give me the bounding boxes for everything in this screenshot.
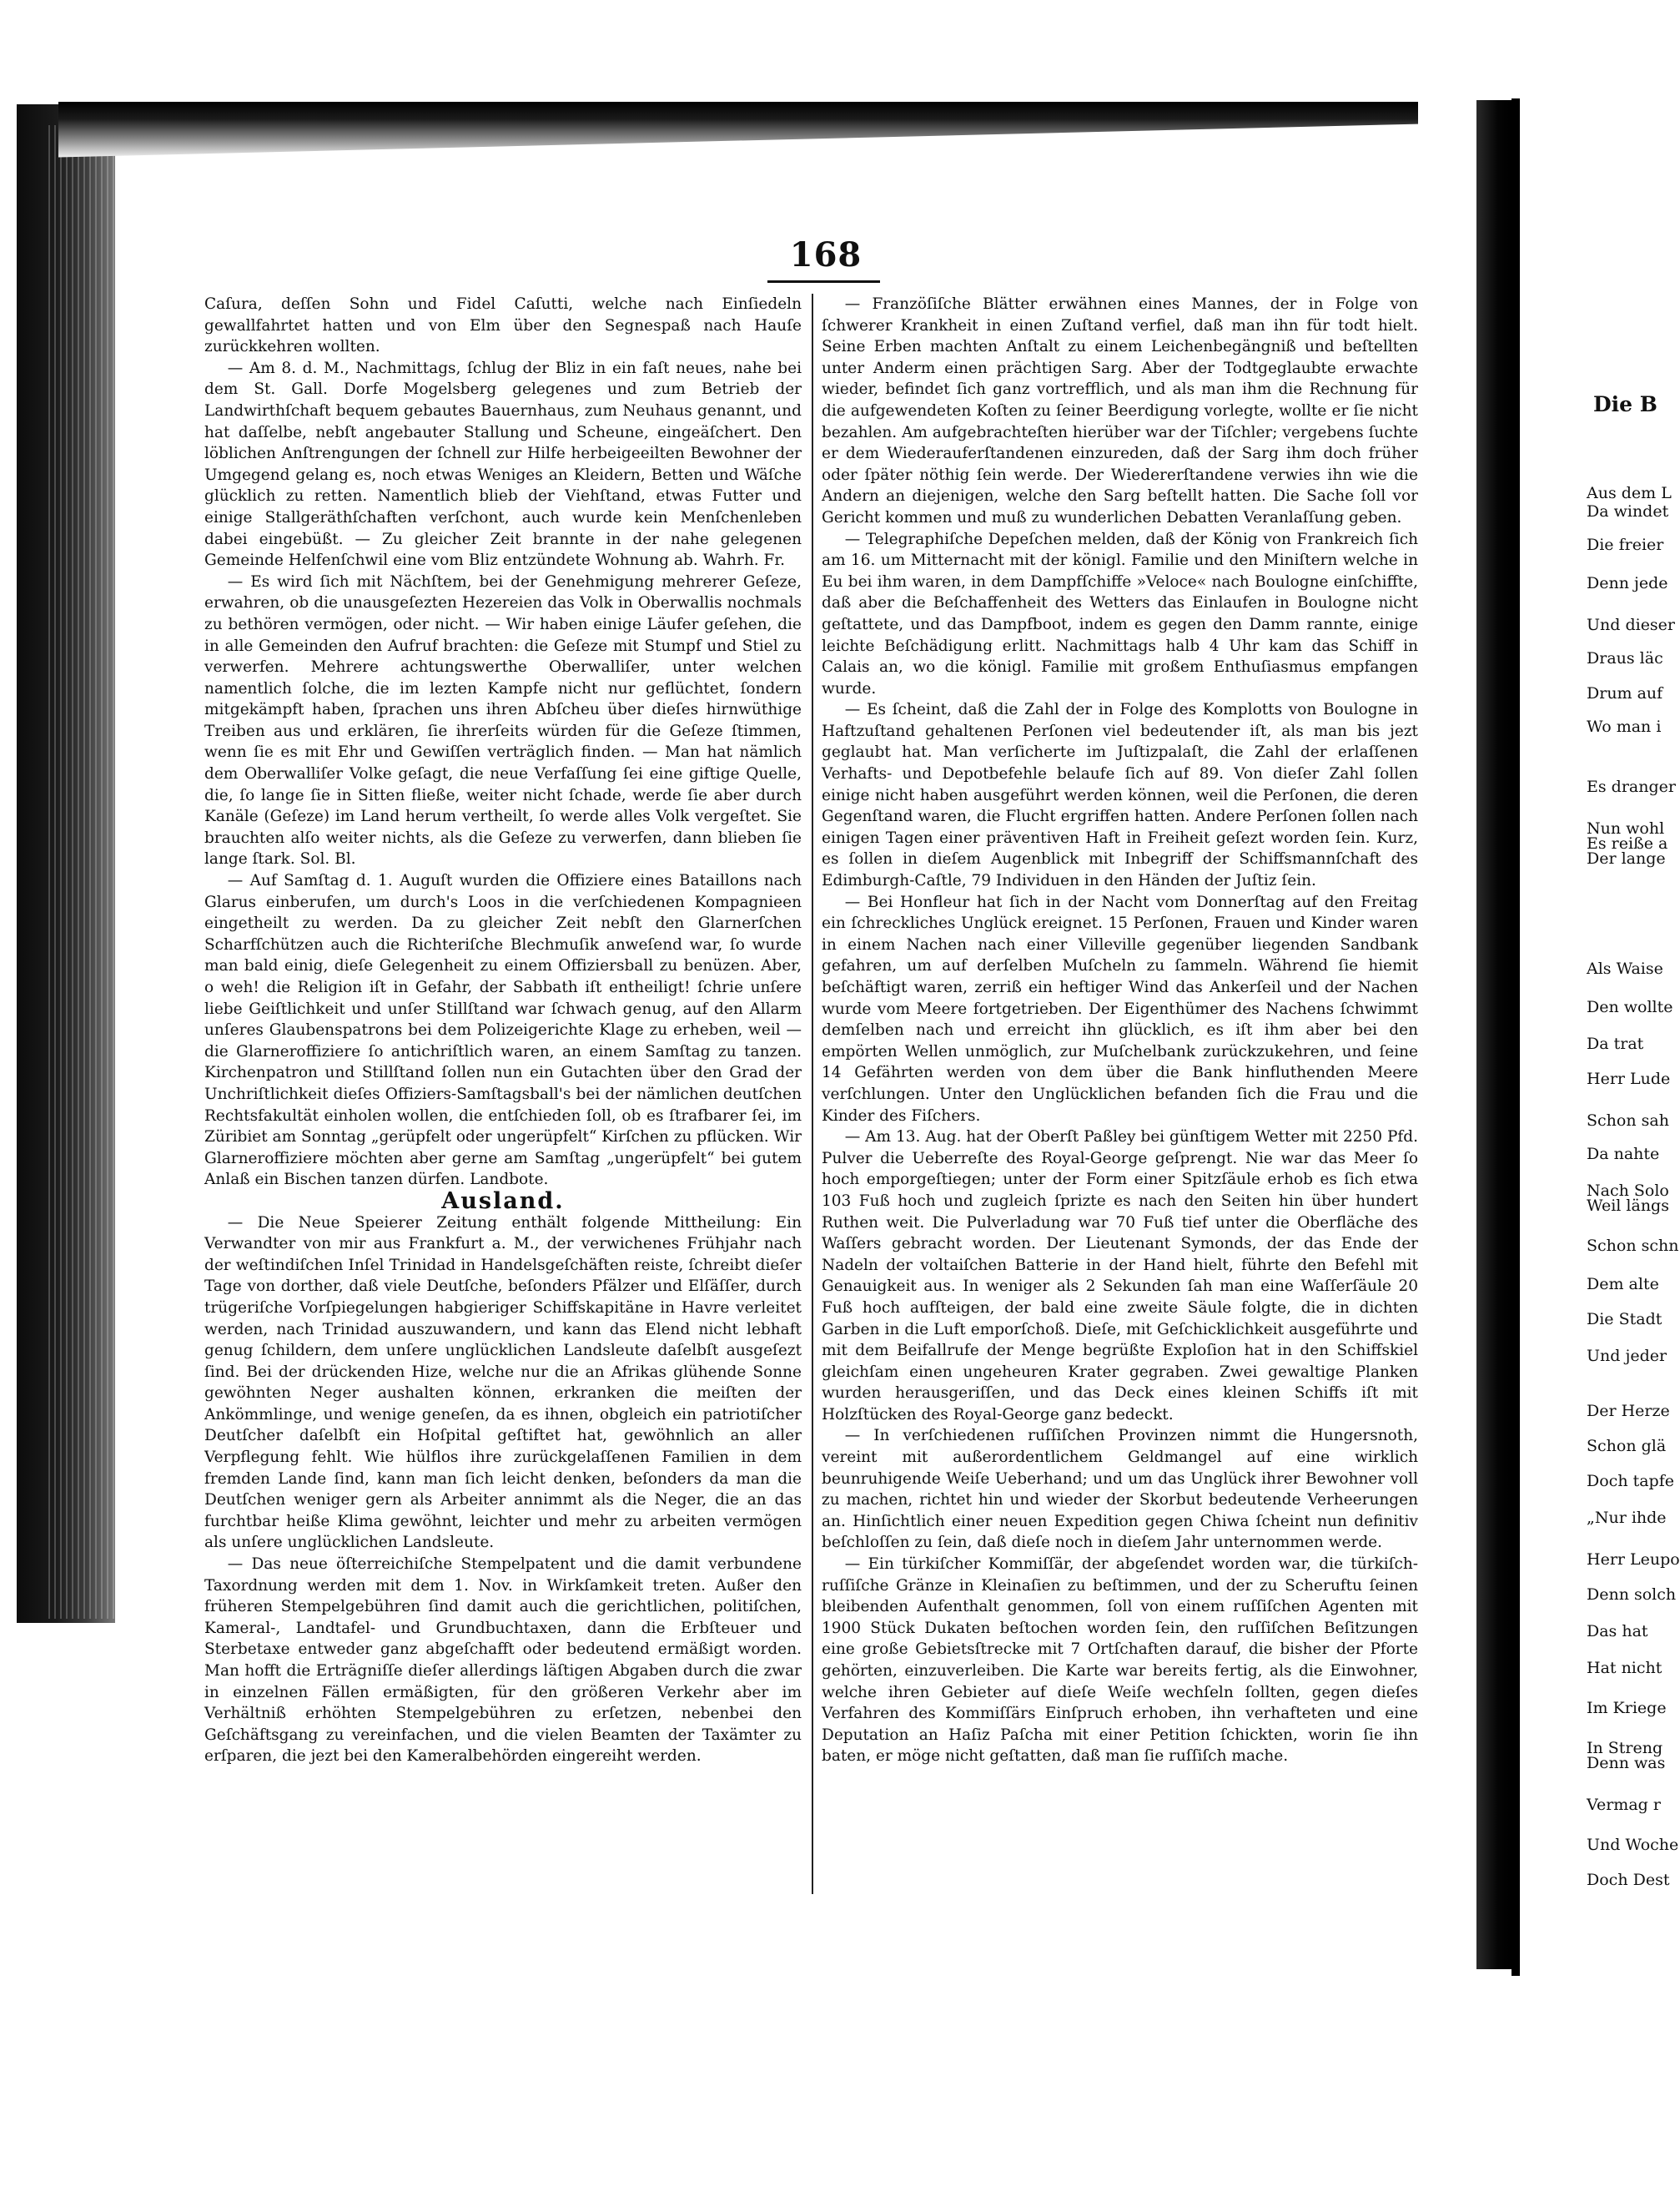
facing-page-line: Den wollte bbox=[1587, 998, 1673, 1016]
facing-page-line: Der Herze bbox=[1587, 1402, 1670, 1420]
facing-page-line: Und Woche bbox=[1587, 1836, 1679, 1854]
facing-page-line: Es dranger bbox=[1587, 778, 1676, 796]
facing-page-line: Da nahte bbox=[1587, 1145, 1660, 1163]
facing-page-line: Nach Solo bbox=[1587, 1182, 1669, 1200]
facing-page-line: Nun wohl bbox=[1587, 819, 1665, 838]
article-paragraph: — Die Neue Speierer Zeitung enthält folgende Mittheilung: Ein Verwandter von mir aus Frankfurt a. M., der verwichenes Frühjahr nach der weſtindiſchen Inſel Trinidad in Handelsgeſchäften reiste, ſchreibt dieſer Tage von dorther, daß viele Deutſche, beſonders Pfälzer und Elſäſſer, durch trügeriſche Vorſpiegelungen habgieriger Schiffskapitäne in Havre verleitet werden, nach Trinidad auszuwandern, und kann das Elend nicht lebhaft genug ſchildern, dem unſere unglücklichen Landsleute daſelbſt ausgeſezt ſind. Bei der drückenden Hize, welche nur die an Afrikas glühende Sonne gewöhnten Neger aushalten können, erkranken die meiſten der Ankömmlinge, und wenige geneſen, da es ihnen, obgleich ein patriotiſcher Deutſcher daſelbſt ein Hoſpital geſtiftet hat, gewöhnlich an aller Verpflegung fehlt. Wie hülflos ihre zurückgelaſſenen Familien in dem fremden Lande ſind, kann man ſich leicht denken, beſonders da man die Deutſchen weniger gern als Arbeiter annimmt als die Neger, die an das furchtbar heiße Klima gewöhnt, leichter und mehr zu arbeiten vermögen als unſere unglücklichen Landsleute. bbox=[204, 1213, 802, 1552]
facing-page-line: Da windet bbox=[1587, 502, 1669, 521]
facing-page-line: Wo man i bbox=[1587, 718, 1662, 736]
article-paragraph: — Auf Samſtag d. 1. Auguſt wurden die Offiziere eines Bataillons nach Glarus einberufen, um durch's Loos in die verſchiedenen Kompagnieen eingetheilt zu werden. Da zu gleicher Zeit nebſt den Glarnerſchen Scharfſchützen auch die Richteriſche Blechmuſik anweſend war, ſo wurde man bald einig, dieſe Gelegenheit zu einem Offiziersball zu benüzen. Aber, o weh! die Religion iſt in Gefahr, der Sabbath iſt entheiligt! ſchrie unſere liebe Geiſtlichkeit und unſer Stillſtand war ſchwach genug, auf den Allarm unſeres Glaubenspatrons bei dem Polizeigerichte Klage zu erheben, weil — die Glarneroffiziere ſo antichriſtlich waren, an einem Samſtag zu tanzen. Kirchenpatron und Stillſtand ſollen nun ein Gutachten über den Grad der Unchriſtlichkeit dieſes Offiziers-Samſtagsball's bei der nämlichen deutſchen Rechtsfakultät einholen wollen, die entſchieden ſoll, ob es ſtrafbarer ſei, im Züribiet am Sonntag „gerüpfelt oder ungerüpfelt“ Kirſchen zu pflücken. Wir Glarneroffiziere möchten aber gerne am Samſtag „ungerüpfelt“ bei gutem Anlaß ein Bischen tanzen dürfen. Landbote. bbox=[204, 872, 802, 1189]
facing-page-title: Die B bbox=[1593, 392, 1657, 416]
right-column bbox=[822, 294, 1418, 1767]
facing-page-line: Denn jede bbox=[1587, 574, 1668, 592]
facing-page-line: Denn was bbox=[1587, 1754, 1666, 1772]
facing-page-line: Und dieser bbox=[1587, 616, 1676, 634]
facing-page-line: Denn solch bbox=[1587, 1585, 1677, 1604]
top-scan-shadow bbox=[58, 102, 1418, 160]
section-heading: Ausland. bbox=[441, 1187, 565, 1214]
facing-page-line: Dem alte bbox=[1587, 1275, 1659, 1293]
facing-page-line: Schon sah bbox=[1587, 1111, 1669, 1130]
gutter-shadow bbox=[1476, 100, 1511, 1969]
article-paragraph: — Am 13. Aug. hat der Oberſt Paßley bei günſtigem Wetter mit 2250 Pfd. Pulver die Ueberreſte des Royal-George geſprengt. Nie war das Meer ſo hoch emporgeſtiegen; unter der Form einer Spitzſäule erhob es ſich etwa 103 Fuß hoch und zugleich ſprizte es nach den Seiten hin über hundert Ruthen weit. Die Pulverladung war 70 Fuß tief unter die Oberfläche des Waſſers gebracht worden. Der Lieutenant Symonds, der das Ende der Nadeln der voltaiſchen Batterie in der Hand hielt, führte den Befehl mit Genauigkeit aus. In weniger als 2 Sekunden ſah man eine Waſſerſäule 20 Fuß hoch aufſteigen, der bald eine zweite Säule folgte, die in dichten Garben in die Luft emporſchoß. Dieſe, mit Geſchicklichkeit ausgeführte und mit dem Beifallrufe der Menge begrüßte Exploſion hat in den Schiffskiel gleichſam einen ungeheuren Krater gegraben. Zwei gewaltige Planken wurden herausgeriſſen, und das Deck eines kleinen Schiffs iſt mit Holzſtücken des Royal-George ganz bedeckt. bbox=[822, 1128, 1418, 1423]
page-number-rule bbox=[767, 280, 880, 283]
facing-page-line: Die freier bbox=[1587, 536, 1664, 554]
facing-page-line: Der lange bbox=[1587, 849, 1666, 868]
facing-page-line: Im Kriege bbox=[1587, 1699, 1667, 1717]
facing-page-line: Und jeder bbox=[1587, 1347, 1667, 1365]
article-paragraph: — Am 8. d. M., Nachmittags, ſchlug der Bliz in ein faſt neues, nahe bei dem St. Gall. Dorfe Mogelsberg gelegenes und zum Betrieb der Landwirthſchaft bequem gebautes Bauernhaus, zum Neuhaus genannt, und hat daſſelbe, nebſt angebauter Stallung und Scheune, eingeäſchert. Den löblichen Anſtrengungen der ſchnell zur Hilfe herbeigeeilten Bewohner der Umgegend gelang es, noch etwas Weniges an Kleidern, Betten und Wäſche glücklich zu retten. Namentlich blieb der Viehſtand, etwas Futter und einige Stallgeräthſchaften verſchont, auch wurde kein Menſchenleben dabei eingebüßt. — Zu gleicher Zeit brannte in der nahe gelegenen Gemeinde Helfenſchwil eine vom Bliz entzündete Wohnung ab. Wahrh. Fr. bbox=[204, 359, 802, 570]
column-divider bbox=[812, 294, 813, 1894]
facing-page-line: Draus läc bbox=[1587, 649, 1663, 668]
facing-page-line: In Streng bbox=[1587, 1739, 1663, 1757]
article-paragraph: — Franzöſiſche Blätter erwähnen eines Mannes, der in Folge von ſchwerer Krankheit in einen Zuſtand verfiel, daß man ihn für todt hielt. Seine Erben machten Anſtalt zu einem Leichenbegängniß und beſtellten unter Anderm einen prächtigen Sarg. Aber der Todtgeglaubte erwachte wieder, befindet ſich ganz vortrefflich, und als man ihm die Rechnung für die aufgewendeten Koſten zu ſeiner Beerdigung vorlegte, wollte er ſie nicht bezahlen. Am aufgebrachteſten hierüber war der Tiſchler; vergebens ſuchte er dem Wiederauferſtandenen einzureden, daß der Sarg ihm doch früher oder ſpäter nöthig ſein werde. Der Wiedererſtandene verwies ihn wie die Andern an diejenigen, welche den Sarg beſtellt hatten. Die Sache ſoll vor Gericht kommen und muß zu wunderlichen Debatten Veranlaſſung geben. bbox=[822, 295, 1418, 527]
left-column bbox=[204, 294, 802, 1767]
page-edges bbox=[48, 125, 115, 1619]
facing-page-line: Weil längs bbox=[1587, 1197, 1669, 1215]
facing-page-line: „Nur ihde bbox=[1587, 1509, 1667, 1527]
article-paragraph: — Es ſcheint, daß die Zahl der in Folge des Komplotts von Boulogne in Haftzuſtand gehaltenen Perſonen viel bedeutender iſt, als man bis jezt geglaubt hat. Man verſicherte im Juſtizpalaſt, die Zahl der erlaſſenen Verhafts- und Depotbefehle belaufe ſich auf 89. Von dieſer Zahl ſollen einige nicht haben ausgeführt werden können, weil die Perſonen, die deren Gegenſtand waren, die Flucht ergriffen hatten. Andere Perſonen ſollen nach einigen Tagen einer präventiven Haft in Freiheit geſezt worden ſein. Kurz, es ſollen in dieſem Augenblick mit Inbegriff der Schiffsmannſchaft des Edimburgh-Caſtle, 79 Individuen in den Händen der Juſtiz ſein. bbox=[822, 701, 1418, 890]
facing-page-line: Herr Lude bbox=[1587, 1070, 1671, 1088]
article-paragraph: — Es wird ſich mit Nächſtem, bei der Genehmigung mehrerer Geſeze, erwahren, ob die unausgeſezten Hezereien das Volk in Oberwallis nochmals zu bethören vermögen, oder nicht. — Wir haben einige Läufer geſehen, die in alle Gemeinden den Aufruf brachten: die Geſeze mit Stumpf und Stiel zu verwerfen. Mehrere achtungswerthe Oberwalliſer, unter welchen namentlich ſolche, die im lezten Kampfe nicht nur geflüchtet, ſondern mitgekämpft haben, ſprachen uns ihren Abſcheu über dieſes hirnwüthige Treiben aus und erklären, ſie ihrerſeits würden für die Geſeze ſtimmen, wenn ſie es mit Ehr und Gewiſſen verträglich finden. — Man hat nämlich dem Oberwalliſer Volke geſagt, die neue Verfaſſung ſei eine giftige Quelle, die, ſo lange ſie in Sitten fließe, weiter nicht ſchade, werde ſie aber durch Kanäle (Geſeze) im Land herum vertheilt, ſo werde alles Volk vergeſtet. Sie brauchten alſo weiter nichts, als die Geſeze zu verwerfen, dann blieben ſie lange ſtark. Sol. Bl. bbox=[204, 572, 802, 869]
gutter-line bbox=[1511, 98, 1520, 1976]
facing-page-line: Doch tapfe bbox=[1587, 1472, 1674, 1490]
article-paragraph: — Telegraphiſche Depeſchen melden, daß der König von Frankreich ſich am 16. um Mitternacht mit der königl. Familie und den Miniſtern welche in Eu bei ihm waren, in dem Dampfſchiffe »Veloce« nach Boulogne einſchiffte, daß aber die Beſchaffenheit des Wetters das Einlaufen in Boulogne nicht geſtattete, und das Dampfboot, indem es gegen den Damm rannte, einige leichte Beſchädigung erlitt. Nachmittags halb 4 Uhr kam das Schiff in Calais an, wo die königl. Familie mit großem Enthuſiasmus empfangen wurde. bbox=[822, 530, 1418, 698]
facing-page-line: Es reiße a bbox=[1587, 834, 1668, 853]
facing-page-line: Doch Dest bbox=[1587, 1871, 1670, 1889]
facing-page-line: Aus dem L bbox=[1587, 484, 1672, 502]
article-paragraph: — Bei Honfleur hat ſich in der Nacht vom Donnerſtag auf den Freitag ein ſchreckliches Unglück ereignet. 15 Perſonen, Frauen und Kinder waren in einem Nachen nach einer Villeville gegenüber liegenden Sandbank gefahren, um auf derſelben Muſcheln zu ſammeln. Während ſie hiemit beſchäftigt waren, zerriß ein heftiger Wind das Ankerſeil und der Nachen wurde vom Meere fortgetrieben. Der Eigenthümer des Nachens ſchwimmt demſelben nach und erreicht ihn glücklich, es iſt ihm aber bei den empörten Wellen unmöglich, zur Muſchelbank zurückzukehren, und ſeine 14 Gefährten werden von dem über die Bank hinfluthenden Meere verſchlungen. Unter den Unglücklichen befanden ſich die Frau und die Kinder des Fiſchers. bbox=[822, 893, 1418, 1125]
facing-page-line: Das hat bbox=[1587, 1622, 1648, 1640]
article-paragraph: Caſura, deſſen Sohn und Fidel Caſutti, welche nach Einſiedeln gewallfahrtet hatten und von Elm über den Segnespaß nach Hauſe zurückkehren wollten. bbox=[204, 295, 802, 356]
article-paragraph: — Ein türkiſcher Kommiſſär, der abgeſendet worden war, die türkiſch-ruſſiſche Gränze in Kleinaſien zu beſtimmen, und der zu Scheruftu ſeinen bleibenden Aufenthalt genommen, ſoll von einem ruſſiſchen Agenten mit 1900 Stück Dukaten beſtochen worden ſein, den ruſſiſchen Beſitzungen eine große Gebietsſtrecke mit 7 Ortſchaften darauf, die bisher der Pforte gehörten, einzuverleiben. Die Karte war bereits fertig, als die Einwohner, welche ihren Gebieter auf dieſe Weiſe wechſeln ſollten, gegen dieſes Verfahren des Kommiſſärs Einſpruch erhoben, ihn verhafteten und eine Deputation an Haſiz Paſcha mit einer Petition ſchickten, worin ſie ihn baten, er möge nicht geſtatten, daß man ſie ruſſiſch mache. bbox=[822, 1555, 1418, 1766]
facing-page-line: Die Stadt bbox=[1587, 1310, 1662, 1328]
article-paragraph: — Das neue öſterreichiſche Stempelpatent und die damit verbundene Taxordnung werden mit dem 1. Nov. in Wirkſamkeit treten. Außer den früheren Stempelgebühren ſind damit auch die gerichtlichen, politiſchen, Kameral-, Landtafel- und Grundbuchtaxen, dann die Erbſteuer und Sterbetaxe entweder ganz abgeſchafft oder bedeutend ermäßigt worden. Man hofft die Erträgniſſe dieſer allerdings läſtigen Abgaben durch die zwar in einzelnen Fällen ermäßigten, für den größeren Verkehr aber im Verhältniß erhöhten Stempelgebühren zu erſetzen, nebenbei den Geſchäftsgang zu vereinfachen, und die vielen Beamten der Taxämter zu erſparen, die jezt bei den Kameralbehörden eingereiht werden. bbox=[204, 1555, 802, 1766]
facing-page-line: Schon glä bbox=[1587, 1437, 1667, 1455]
facing-page-line: Drum auf bbox=[1587, 684, 1663, 703]
facing-page-line: Da trat bbox=[1587, 1035, 1644, 1053]
page-number: 168 bbox=[789, 235, 863, 275]
facing-page-fragment bbox=[1520, 192, 1680, 1961]
facing-page-line: Schon schn bbox=[1587, 1237, 1679, 1255]
article-paragraph: — In verſchiedenen ruſſiſchen Provinzen nimmt die Hungersnoth, vereint mit außerordentlichem Geldmangel auf eine wirklich beunruhigende Weiſe Ueberhand; und um das Unglück ihrer Bewohner voll zu machen, richtet hin und wieder der Skorbut bedeutende Verheerungen an. Hinſichtlich einer neuen Expedition gegen Chiwa ſcheint nun definitiv beſchloſſen zu ſein, daß dieſe noch in dieſem Jahr unternommen werde. bbox=[822, 1427, 1418, 1552]
facing-page-line: Hat nicht bbox=[1587, 1659, 1662, 1677]
facing-page-line: Als Waise bbox=[1587, 960, 1663, 978]
facing-page-line: Vermag r bbox=[1587, 1796, 1661, 1814]
facing-page-line: Herr Leupo bbox=[1587, 1550, 1680, 1569]
